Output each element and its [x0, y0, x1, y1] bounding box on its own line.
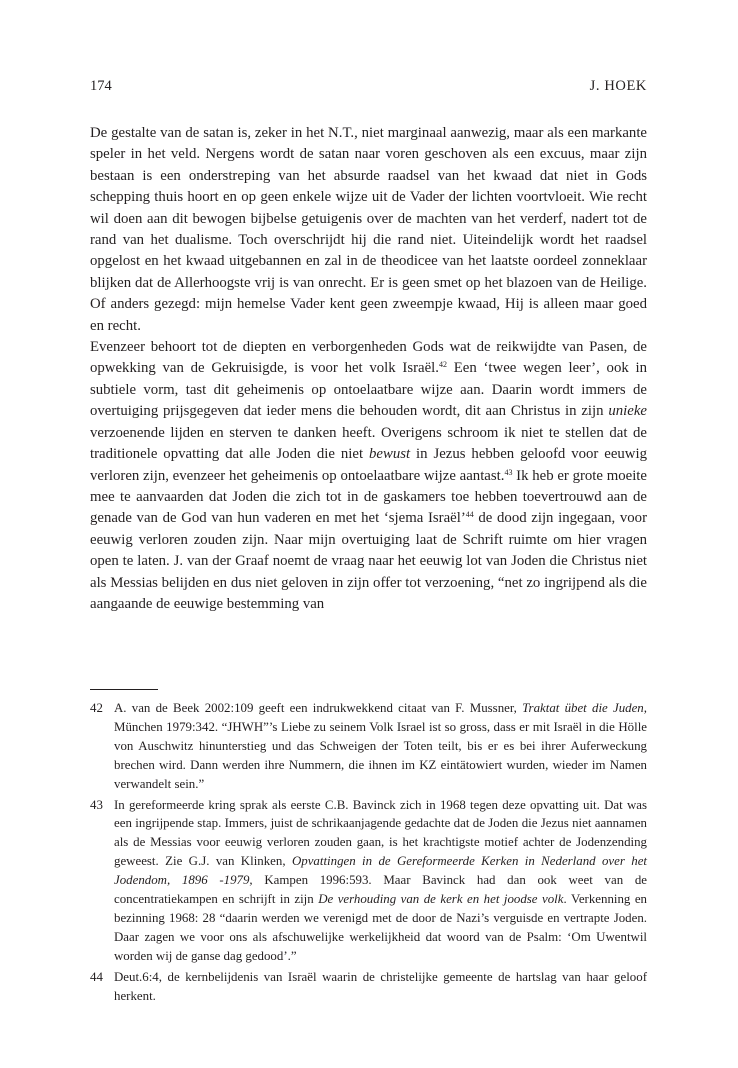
footnote-title: Opvattingen in de Gereformeerde Kerken in Nederland over het Jodendom, 1896 -1979,	[114, 854, 648, 888]
footnote-number: 42	[90, 701, 103, 715]
p2-sentence-1: Evenzeer behoort tot de diepten en verborgenheden Gods wat de reikwijdte van Pasen, de opwekking van de Gekruisigde, is voor het volk Israël.	[90, 339, 647, 377]
paragraph-2	[90, 337, 647, 615]
p2-sentence-3: verzoenende lijden en sterven te danken heeft. Overigens schroom ik niet te stellen dat de traditionele opvatting dat alle Joden die niet	[90, 424, 647, 463]
footnote-title: Traktat übet die Juden,	[522, 701, 647, 715]
emphasis-bewust: bewust	[368, 446, 411, 463]
footnote-text: Kampen 1996:593. Maar Bavinck had dan ook weet van de concentratiekampen en schrijft in zijn	[114, 873, 647, 907]
page-number: 174	[90, 78, 112, 94]
footnote-44	[90, 968, 647, 1006]
body-text	[90, 123, 647, 615]
footnote-text: . Verkenning en bezinning 1968: 28 “daarin werden we verenigd met de door de Nazi’s verguisde en vertrapte Joden. Daar zagen we voor ons als afschuwelijke werkelijkheid dat woord van de Psalm: ‘Om Uwentwil worden wij de ganse dag gedood’.”	[114, 892, 648, 963]
footnote-number: 43	[90, 797, 103, 812]
footnote-ref-43[interactable]: 43	[504, 467, 513, 477]
footnote-text: In gereformeerde kring sprak als eerste C.B. Bavinck zich in 1968 tegen deze opvatting uit. Dat was een ingrijpende stap. Immers, juist de schrikaanjagende gedachte dat de Joden die Jezus niet aannamen als de Messias voor eeuwig verloren zouden gaan, is het krachtigste motief achter de Jodenzending geweest. Zie G.J. van Klinken,	[114, 797, 647, 869]
footnote-ref-42[interactable]: 42	[439, 360, 447, 370]
footnote-number: 44	[90, 969, 103, 984]
footnote-title: De verhouding van de kerk en het joodse volk	[318, 892, 564, 907]
p2-sentence-6: de dood zijn ingegaan, voor eeuwig verloren zouden zijn. Naar mijn overtuiging laat de Schrift ruimte om hier vragen open te laten. J. van der Graaf noemt de vraag naar het eeuwig lot van Joden die Christus niet als Messias belijden en dus niet geloven in zijn offer tot verzoening, “net zo ingrijpend als die aangaande de eeuwige bestemming van	[90, 510, 647, 612]
footnote-divider	[90, 689, 158, 690]
footnote-43	[90, 796, 647, 966]
footnote-ref-44[interactable]: 44	[465, 510, 474, 520]
p2-sentence-2: Een ‘twee wegen leer’, ook in subtiele vorm, tast dit geheimenis op ontoelaatbare wijze aan. Daarin wordt immers de overtuiging prijsgegeven dat ieder mens die behouden wordt, dit aan Christus in zijn	[90, 360, 647, 420]
footnotes	[90, 699, 647, 1008]
footnote-text: A. van de Beek 2002:109 geeft een indrukwekkend citaat van F. Mussner,	[114, 701, 523, 715]
footnote-text: Deut.6:4, de kernbelijdenis van Israël waarin de christelijke gemeente de hartslag van haar geloof herkent.	[114, 969, 647, 1003]
footnote-42	[90, 699, 647, 794]
emphasis-unieke: unieke	[608, 403, 647, 420]
running-title: J. HOEK	[589, 78, 647, 94]
p2-sentence-5: Ik heb er grote moeite mee te aanvaarden dat Joden die zich tot in de gaskamers toe hebben toevertrouwd aan de genade van de God van hun vaderen en met het ‘sjema Israël’	[90, 467, 647, 527]
book-page	[90, 0, 647, 1068]
footnote-text: München 1979:342. “JHWH”’s Liebe zu seinem Volk Israel ist so gross, dass er mit Israël in die Hölle von Auschwitz hinunterstieg und das Schweigen der Toten teilt, bis er es bei ihrer Auferweckung brechen wird. Dann werden ihre Nummern, die ihnen im KZ eintätowiert wurden, wieder im Namen verwandelt sein.”	[114, 719, 647, 791]
paragraph-1: De gestalte van de satan is, zeker in het N.T., niet marginaal aanwezig, maar als een markante speler in het veld. Nergens wordt de satan naar voren geschoven als een excuus, maar zijn bestaan is een onderstreping van het absurde raadsel van het kwaad dat niet in Gods schepping thuis hoort en op geen enkele wijze uit de Vader der lichten voortvloeit. Wie recht wil doen aan dit bewogen bijbelse getuigenis over de machten van het verderf, nadert tot de rand van het dualisme. Toch overschrijdt hij die rand niet. Uiteindelijk wordt het raadsel opgelost en het kwaad uitgebannen en zal in de theodicee van het laatste oordeel zonneklaar blijken dat de Allerhoogste vrij is van onrecht. Er is geen smet op het blazoen van de Heilige. Of anders gezegd: mijn hemelse Vader kent geen zweempje kwaad, Hij is alleen maar goed en recht.	[90, 125, 647, 334]
p2-sentence-4: in Jezus hebben geloofd voor eeuwig verloren zijn, evenzeer het geheimenis op ontoelaatbare wijze aantast.	[90, 446, 647, 484]
